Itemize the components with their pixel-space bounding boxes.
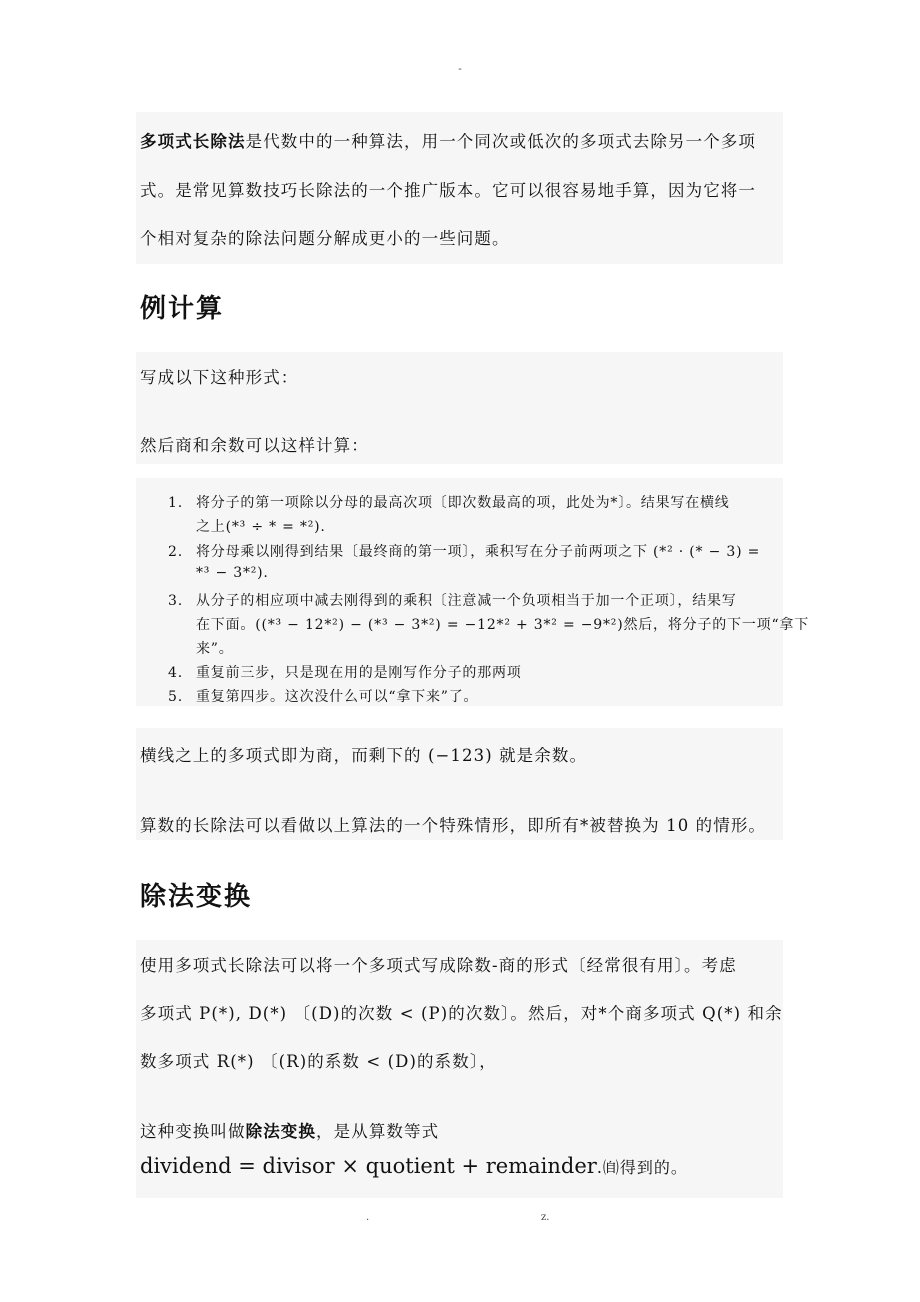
section2-line-1: 使用多项式长除法可以将一个多项式写成除数-商的形式〔经常很有用〕。考虑: [140, 956, 737, 975]
arithmetic-long-division-paragraph: 算数的长除法可以看做以上算法的一个特殊情形，即所有*被替换为 10 的情形。: [140, 816, 767, 835]
list-item-continuation: 之上(*³ ÷ * = *²).: [196, 519, 326, 535]
section-title-example: 例计算: [140, 294, 225, 324]
list-number: 2.: [168, 544, 183, 560]
list-number: 1.: [168, 495, 183, 511]
list-number: 4.: [168, 665, 183, 681]
section1-paragraph-2: 然后商和余数可以这样计算：: [140, 436, 369, 455]
list-item: [168, 492, 730, 512]
list-item-text: 将分母乘以刚得到结果〔最终商的第一项〕，乘积写在分子前两项之下 (*² · (* − 3) =: [196, 544, 761, 560]
intro-term: 多项式长除法: [140, 132, 246, 151]
section2-line-4-pre: 这种变换叫做: [140, 1122, 246, 1141]
list-number: 5.: [168, 689, 183, 705]
footer-right-mark: z.: [541, 1212, 550, 1223]
section1-paragraph-1: 写成以下这种形式：: [140, 368, 299, 387]
list-item-text: 从分子的相应项中减去刚得到的乘积〔注意减一个负项相当于加一个正项〕，结果写: [196, 593, 737, 609]
list-item-continuation: *³ − 3*²).: [196, 565, 269, 581]
page-header-mark: -: [458, 62, 462, 75]
list-item-continuation: 来”。: [196, 641, 234, 657]
intro-line-3: 个相对复杂的除法问题分解成更小的一些问题。: [140, 229, 510, 248]
formula-tail: .㉂得到的。: [596, 1158, 688, 1177]
section2-line-2: 多项式 P(*), D(*) 〔(D)的次数 < (P)的次数〕。然后，对*个商多项式 Q(*) 和余: [140, 1004, 783, 1023]
division-transform-term: 除法变换: [245, 1122, 317, 1141]
section2-line-4: [140, 1118, 439, 1142]
section-title-division-transform: 除法变换: [140, 882, 253, 912]
quotient-remainder-paragraph: 横线之上的多项式即为商，而剩下的 (−123) 就是余数。: [140, 746, 588, 765]
section2-line-4-post: ，是从算数等式: [316, 1122, 440, 1141]
list-item-text: 重复第四步。这次没什么可以“拿下来”了。: [196, 689, 479, 705]
intro-line-1-text: 是代数中的一种算法，用一个同次或低次的多项式去除另一个多项: [245, 132, 757, 151]
footer-left-mark: .: [366, 1212, 370, 1223]
intro-line-2: 式。是常见算数技巧长除法的一个推广版本。它可以很容易地手算，因为它将一: [140, 181, 756, 200]
list-item-text: 重复前三步，只是现在用的是刚写作分子的那两项: [196, 665, 522, 681]
list-item-text: 将分子的第一项除以分母的最高次项〔即次数最高的项，此处为*〕。结果写在横线: [196, 495, 730, 511]
formula-equation: dividend = divisor × quotient + remainder: [140, 1154, 597, 1178]
list-item: [168, 662, 522, 682]
list-item-continuation: 在下面。((*³ − 12*²) − (*³ − 3*²) = −12*² + 3*² = −9*²)然后，将分子的下一项“拿下: [196, 617, 810, 633]
list-item: [168, 541, 760, 561]
division-formula: [140, 1154, 688, 1178]
intro-line-1: [140, 128, 756, 152]
section2-line-3: 数多项式 R(*) 〔(R)的系数 < (D)的系数〕，: [140, 1052, 497, 1071]
list-item: [168, 590, 737, 610]
list-item: [168, 686, 478, 706]
list-number: 3.: [168, 593, 183, 609]
